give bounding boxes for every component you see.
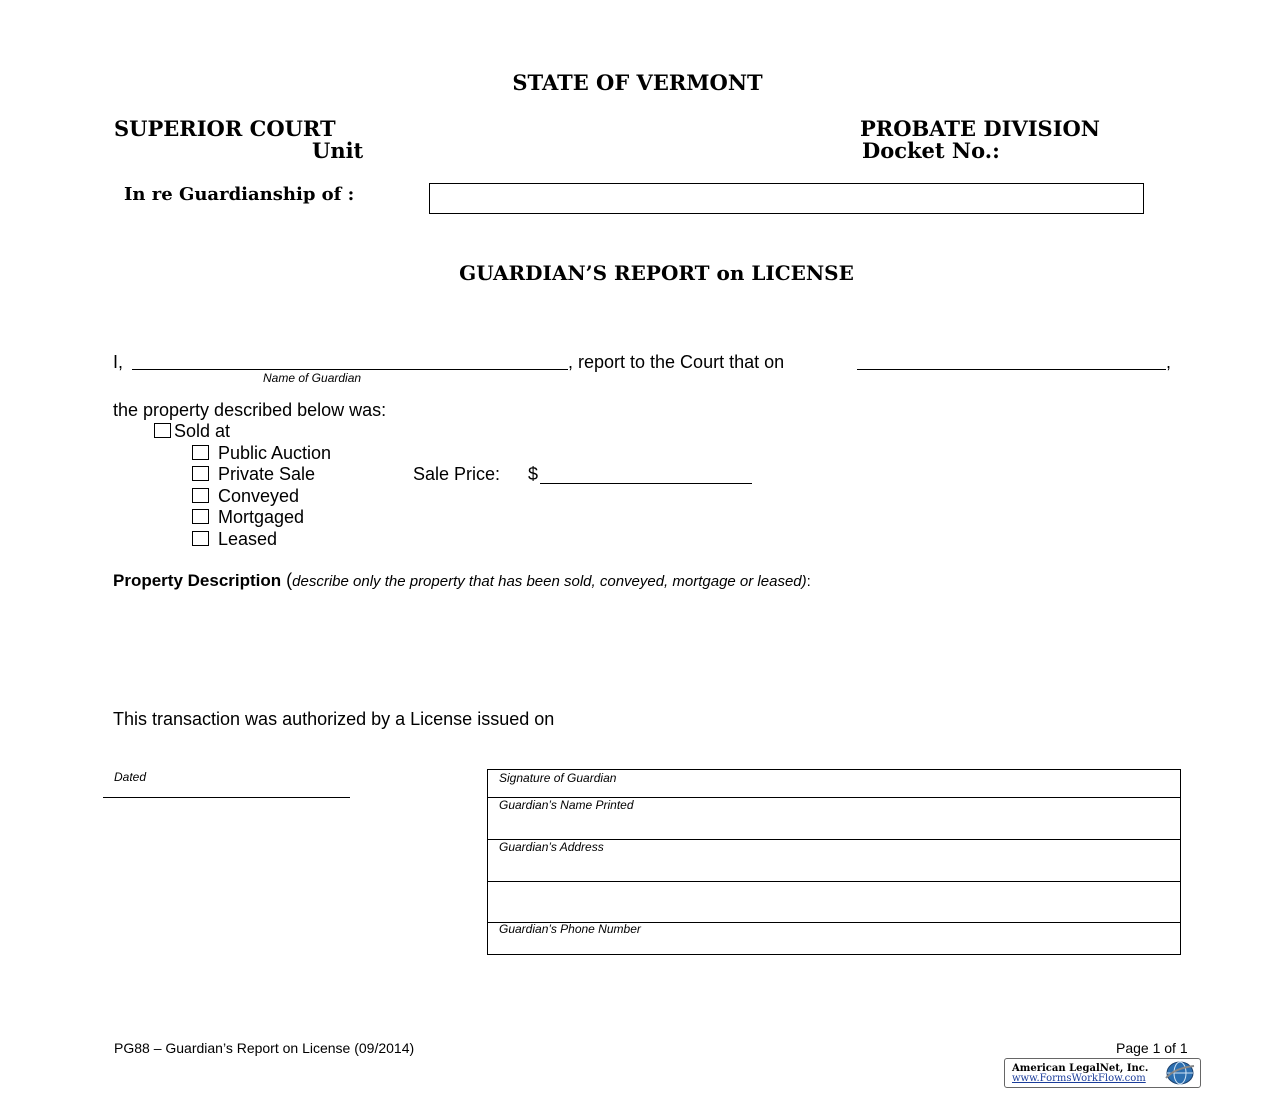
sale-price-label: Sale Price: [413,464,501,484]
leased-label: Leased [218,529,278,549]
sold-at-label: Sold at [174,421,231,441]
form-id: PG88 – Guardian’s Report on License (09/2014) [114,1040,415,1056]
name-printed-label: Guardian’s Name Printed [499,798,634,812]
public-auction-label: Public Auction [218,443,332,463]
signature-label: Signature of Guardian [499,771,617,785]
leased-checkbox[interactable] [192,531,209,546]
unit-label: Unit [312,138,364,163]
form-title: GUARDIAN’S REPORT on LICENSE [459,261,854,285]
logo-company: American LegalNet, Inc. [1012,1063,1149,1074]
division-name: PROBATE DIVISION [860,116,1101,141]
phone-label: Guardian’s Phone Number [499,922,641,936]
guardianship-label: In re Guardianship of : [124,184,355,205]
dollar-sign: $ [528,464,539,484]
statement-suffix: , [1166,352,1172,372]
property-intro: the property described below was: [113,400,387,420]
conveyed-checkbox[interactable] [192,488,209,503]
public-auction-checkbox[interactable] [192,445,209,460]
mortgaged-checkbox[interactable] [192,509,209,524]
name-caption: Name of Guardian [263,371,362,385]
state-title: STATE OF VERMONT [512,70,763,95]
guardian-name-line[interactable] [132,351,568,370]
sale-price-line[interactable] [540,465,752,484]
signature-block [487,769,1181,955]
property-label: Property Description [113,571,282,590]
statement-prefix: I, [113,352,124,372]
row-divider [488,881,1180,882]
dated-line[interactable] [103,780,350,798]
property-description-area[interactable] [113,600,1181,695]
property-note: describe only the property that has been sold, conveyed, mortgage or leased) [292,573,807,590]
address-label: Guardian’s Address [499,840,604,854]
court-name: SUPERIOR COURT [114,116,336,141]
report-date-line[interactable] [857,351,1166,370]
legalnet-logo[interactable] [1004,1058,1201,1088]
statement-middle: , report to the Court that on [568,352,785,372]
property-colon: : [806,573,811,590]
property-description-heading [113,570,811,591]
private-sale-label: Private Sale [218,464,316,484]
property-open-paren: ( [281,570,293,590]
dated-label: Dated [114,770,147,784]
docket-label: Docket No.: [862,138,1000,163]
conveyed-label: Conveyed [218,486,300,506]
page-number: Page 1 of 1 [1116,1040,1188,1056]
globe-icon [1163,1060,1195,1086]
sold-at-checkbox[interactable] [154,423,171,438]
private-sale-checkbox[interactable] [192,466,209,481]
guardianship-name-field[interactable] [429,183,1144,214]
authorization-text: This transaction was authorized by a License issued on [113,709,555,729]
mortgaged-label: Mortgaged [218,507,305,527]
logo-url: www.FormsWorkFlow.com [1012,1073,1146,1084]
